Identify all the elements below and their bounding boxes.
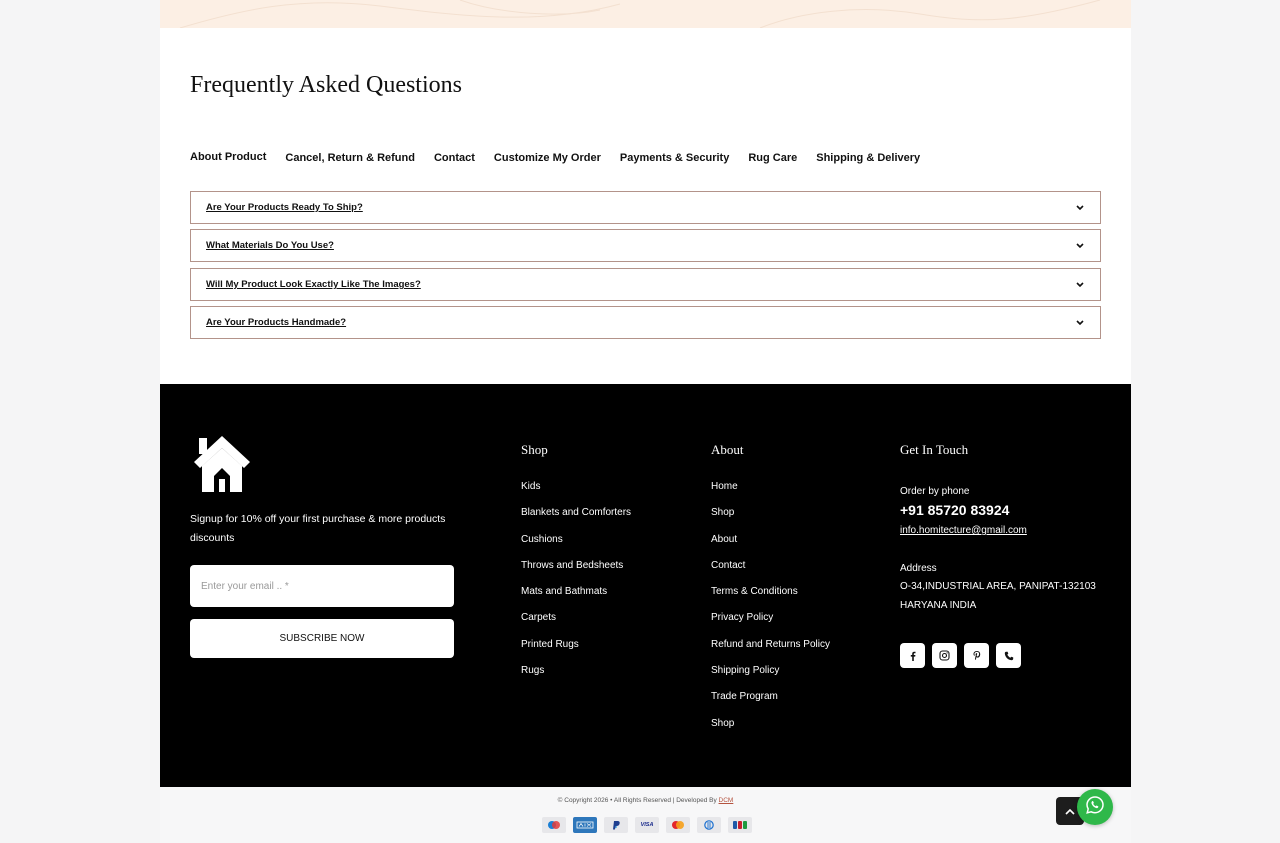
- address-label: Address: [900, 563, 937, 574]
- visa-icon: [635, 817, 659, 833]
- faq-accordion-item[interactable]: [190, 191, 1101, 224]
- address-line-2: HARYANA INDIA: [900, 600, 977, 611]
- footer-link-terms[interactable]: Terms & Conditions: [711, 586, 798, 598]
- tab-shipping-delivery[interactable]: Shipping & Delivery: [816, 152, 921, 164]
- copyright-text: © Copyright 2026 • All Rights Reserved | Developed By: [557, 797, 719, 804]
- footer-link-printed-rugs[interactable]: Printed Rugs: [521, 638, 579, 650]
- visa-text: VISA: [640, 822, 654, 828]
- tab-rug-care[interactable]: Rug Care: [748, 152, 798, 164]
- order-label: Order by phone: [900, 486, 970, 497]
- decorative-banner: [160, 0, 1131, 28]
- footer-link-cushions[interactable]: Cushions: [521, 533, 563, 545]
- pinterest-icon[interactable]: [964, 643, 989, 668]
- faq-question: Will My Product Look Exactly Like The Images?: [206, 279, 421, 290]
- amex-icon: [573, 817, 597, 833]
- phone-number[interactable]: +91 85720 83924: [900, 502, 1010, 518]
- instagram-icon[interactable]: [932, 643, 957, 668]
- address-line-1: O-34,INDUSTRIAL AREA, PANIPAT-132103: [900, 581, 1096, 592]
- chevron-down-icon: [1075, 241, 1085, 251]
- mastercard-icon: [666, 817, 690, 833]
- home-logo-icon[interactable]: [192, 434, 252, 499]
- faq-question: Are Your Products Ready To Ship?: [206, 202, 363, 213]
- tab-about-product[interactable]: About Product: [190, 151, 267, 163]
- footer-link-carpets[interactable]: Carpets: [521, 612, 557, 624]
- tab-contact[interactable]: Contact: [433, 152, 475, 164]
- phone-icon[interactable]: [996, 643, 1021, 668]
- footer-link-contact[interactable]: Contact: [711, 559, 746, 571]
- subscribe-button[interactable]: SUBSCRIBE NOW: [190, 619, 454, 658]
- shop-heading: Shop: [521, 442, 548, 457]
- footer-link-blankets[interactable]: Blankets and Comforters: [521, 507, 632, 519]
- faq-accordion-item[interactable]: [190, 229, 1101, 262]
- footer-link-rugs[interactable]: Rugs: [521, 665, 545, 677]
- faq-accordion-item[interactable]: [190, 306, 1101, 339]
- social-links: [900, 643, 1100, 668]
- diners-icon: [697, 817, 721, 833]
- chevron-down-icon: [1075, 280, 1085, 290]
- bottom-bar: [160, 787, 1131, 843]
- footer-link-about[interactable]: About: [711, 533, 738, 545]
- faq-section: [160, 28, 1131, 384]
- about-heading: About: [711, 442, 744, 457]
- footer-link-trade[interactable]: Trade Program: [711, 691, 778, 703]
- tab-payments-security[interactable]: Payments & Security: [619, 152, 730, 164]
- contact-heading: Get In Touch: [900, 442, 969, 457]
- copyright: [160, 797, 1131, 804]
- paypal-icon: [604, 817, 628, 833]
- chevron-up-icon: [1065, 802, 1075, 820]
- footer-link-privacy[interactable]: Privacy Policy: [711, 612, 774, 624]
- facebook-icon[interactable]: [900, 643, 925, 668]
- payment-icons: [542, 817, 752, 833]
- tab-customize-my-order[interactable]: Customize My Order: [493, 152, 601, 164]
- email-link[interactable]: info.homitecture@gmail.com: [900, 525, 1027, 536]
- faq-tabs: [190, 152, 920, 164]
- faq-question: What Materials Do You Use?: [206, 240, 334, 251]
- faq-title: Frequently Asked Questions: [190, 72, 462, 98]
- contact-column: [900, 442, 1100, 668]
- footer-link-shop[interactable]: Shop: [711, 507, 735, 519]
- footer-link-mats[interactable]: Mats and Bathmats: [521, 586, 608, 598]
- tab-cancel-return-refund[interactable]: Cancel, Return & Refund: [285, 152, 415, 164]
- page: [160, 0, 1131, 843]
- faq-question: Are Your Products Handmade?: [206, 317, 347, 328]
- chevron-down-icon: [1075, 318, 1085, 328]
- footer-link-home[interactable]: Home: [711, 481, 738, 492]
- maestro-icon: [542, 817, 566, 833]
- faq-accordion-item[interactable]: [190, 268, 1101, 301]
- footer-link-throws[interactable]: Throws and Bedsheets: [521, 559, 624, 571]
- email-input[interactable]: [190, 565, 454, 607]
- chevron-down-icon: [1075, 203, 1085, 213]
- whatsapp-button[interactable]: [1077, 789, 1113, 825]
- whatsapp-icon: [1085, 795, 1105, 820]
- footer-link-kids[interactable]: Kids: [521, 481, 541, 492]
- site-footer: [160, 384, 1131, 787]
- shop-column: [521, 442, 631, 690]
- address-text: [900, 577, 1100, 615]
- about-column: [711, 442, 830, 743]
- developer-link[interactable]: DCM: [718, 797, 734, 804]
- jcb-icon: [728, 817, 752, 833]
- footer-link-shop-2[interactable]: Shop: [711, 717, 735, 729]
- signup-text: Signup for 10% off your first purchase & more products discounts: [190, 513, 446, 544]
- footer-link-refund[interactable]: Refund and Returns Policy: [711, 638, 830, 650]
- footer-link-shipping[interactable]: Shipping Policy: [711, 665, 780, 677]
